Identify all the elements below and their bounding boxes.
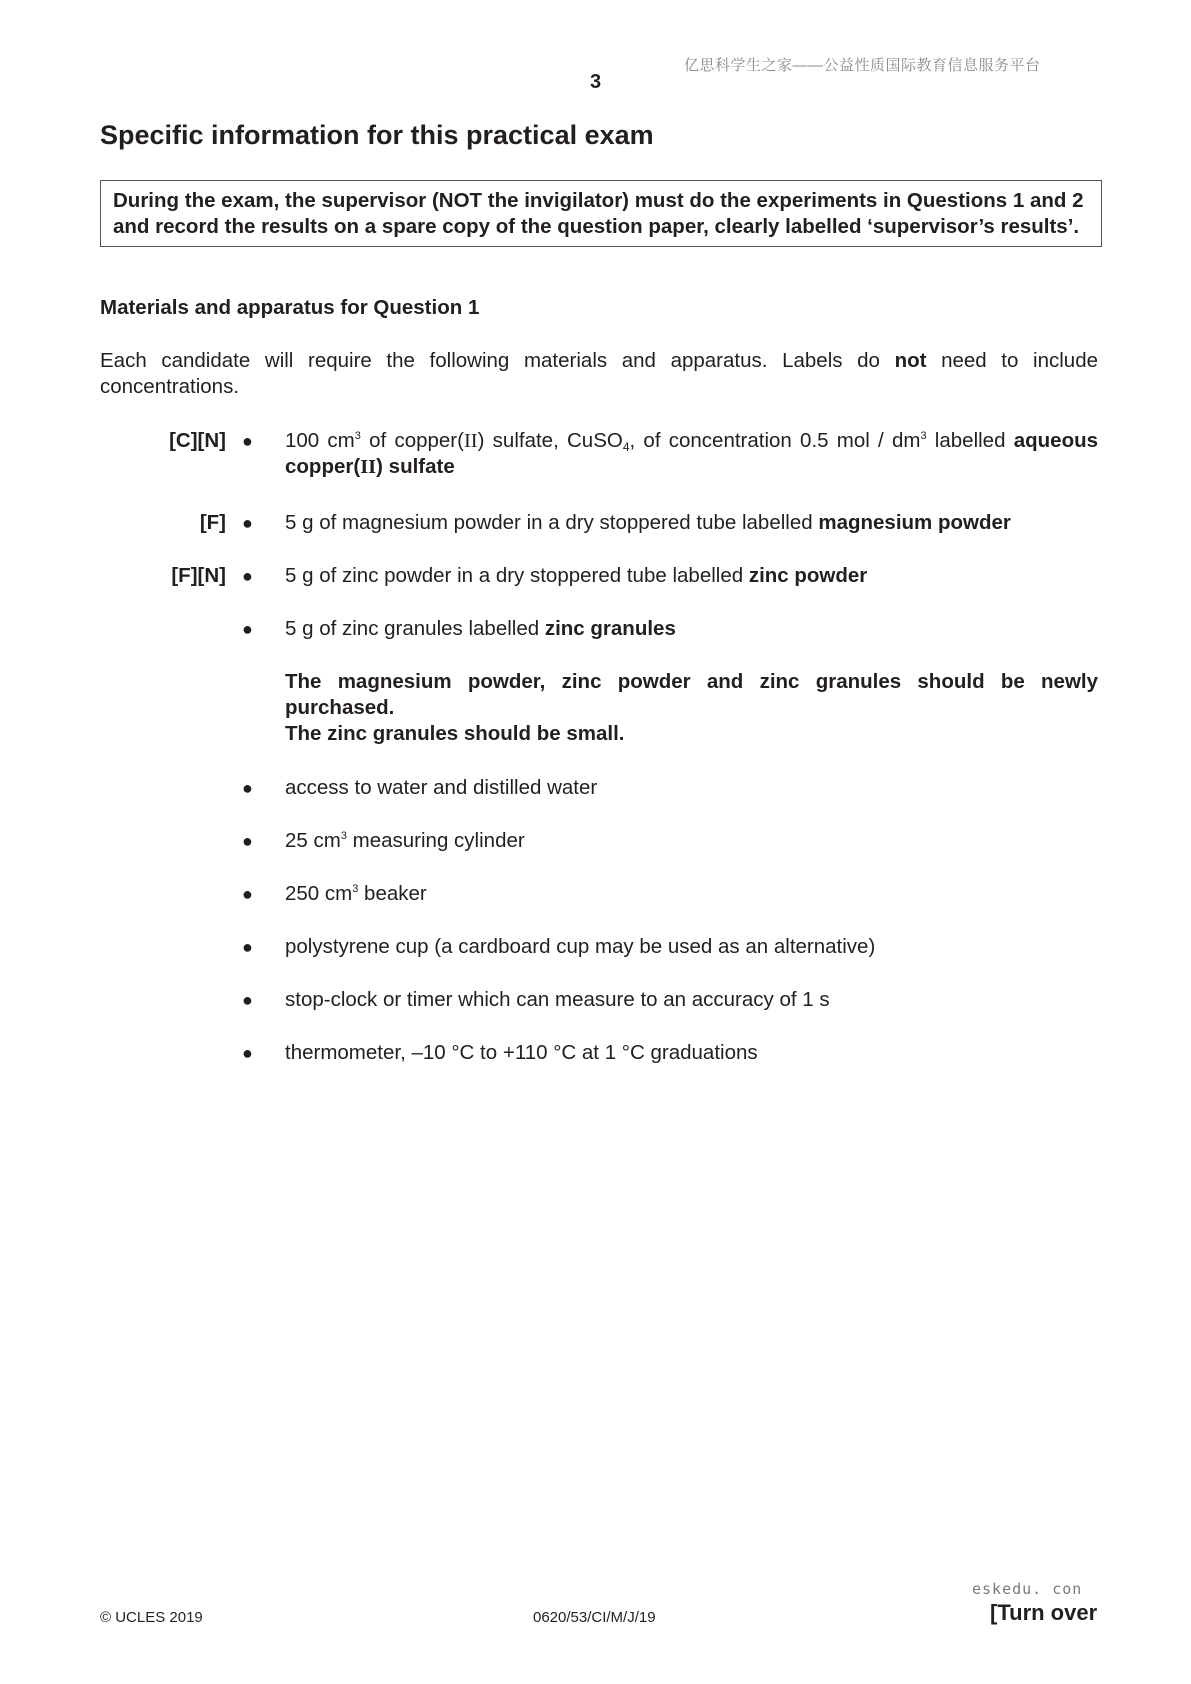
item-label-bold: aqueous copper(: [285, 429, 1099, 478]
item-text: access to water and distilled water: [285, 776, 598, 799]
note-line: The magnesium powder, zinc powder and zinc granules should be newly purchased.: [285, 670, 1098, 719]
item-text: stop-clock or timer which can measure to an accuracy of 1 s: [285, 988, 830, 1011]
item-text: [285, 510, 1098, 536]
footer-site-watermark: eskedu. con: [972, 1580, 1083, 1598]
bullet-icon: ●: [242, 431, 253, 451]
intro-text-before: Each candidate will require the following materials and apparatus. Labels do: [100, 349, 895, 372]
item-text-part: 100 cm: [285, 429, 355, 452]
item-text-part: 5 g of zinc powder in a dry stoppered tube labelled: [285, 564, 749, 587]
bullet-icon: ●: [242, 778, 253, 798]
item-label-bold: magnesium powder: [818, 511, 1011, 534]
item-text: thermometer, –10 °C to +110 °C at 1 °C graduations: [285, 1041, 758, 1064]
item-text: [285, 563, 1098, 589]
item-text-part: 25 cm: [285, 829, 341, 852]
superscript: 3: [920, 430, 927, 442]
bullet-icon: ●: [242, 1043, 253, 1063]
item-text-part: measuring cylinder: [346, 829, 525, 852]
bullet-icon: ●: [242, 884, 253, 904]
item-text: polystyrene cup (a cardboard cup may be used as an alternative): [285, 935, 876, 958]
page-number: 3: [589, 71, 602, 93]
turn-over-label: [Turn over: [990, 1600, 1098, 1625]
item-text-part: of copper(: [360, 429, 464, 452]
item-text: [285, 428, 1098, 480]
item-text-part: 250 cm: [285, 882, 353, 905]
bullet-icon: ●: [242, 513, 253, 533]
subscript: 4: [622, 440, 630, 454]
superscript: 3: [352, 883, 359, 895]
page-title: Specific information for this practical exam: [100, 120, 654, 150]
item-text-part: labelled: [926, 429, 1014, 452]
intro-emphasis: not: [894, 349, 927, 372]
item-tag: [F][N]: [171, 564, 226, 587]
bullet-icon: ●: [242, 990, 253, 1010]
item-text-part: , of concentration 0.5 mol / dm: [629, 429, 921, 452]
item-text: [285, 616, 1098, 642]
roman-numeral: II: [463, 430, 478, 452]
superscript: 3: [354, 430, 361, 442]
purchase-note: [285, 669, 1098, 747]
item-tag: [C][N]: [169, 429, 226, 452]
watermark-text: 亿思科学生之家——公益性质国际教育信息服务平台: [684, 57, 1041, 74]
section-subheading: Materials and apparatus for Question 1: [100, 296, 480, 319]
item-label-bold: zinc powder: [748, 564, 868, 587]
bullet-icon: ●: [242, 937, 253, 957]
superscript: 3: [340, 830, 347, 842]
item-label-bold: zinc granules: [544, 617, 676, 640]
item-text: [285, 828, 1098, 854]
item-text-part: beaker: [358, 882, 427, 905]
item-text-part: 5 g of zinc granules labelled: [285, 617, 545, 640]
item-text: [285, 881, 1098, 907]
footer-paper-code: 0620/53/CI/M/J/19: [533, 1609, 656, 1626]
bullet-icon: ●: [242, 831, 253, 851]
item-text-part: ) sulfate, CuSO: [477, 429, 623, 452]
item-tag: [F]: [199, 511, 226, 534]
item-text-part: 5 g of magnesium powder in a dry stoppered tube labelled: [285, 511, 819, 534]
supervisor-notice-box: During the exam, the supervisor (NOT the invigilator) must do the experiments in Questions 1 and 2 and record the results on a spare copy of the question paper, clearly labelled ‘supervisor’s results’.: [100, 180, 1102, 247]
intro-paragraph: [100, 348, 1098, 400]
item-label-bold: ) sulfate: [376, 455, 455, 478]
footer-copyright: © UCLES 2019: [100, 1609, 203, 1626]
note-line: The zinc granules should be small.: [285, 722, 625, 745]
bullet-icon: ●: [242, 566, 253, 586]
roman-numeral: II: [360, 456, 377, 478]
bullet-icon: ●: [242, 619, 253, 639]
intro-text-after: need to include concentrations.: [100, 349, 1098, 398]
